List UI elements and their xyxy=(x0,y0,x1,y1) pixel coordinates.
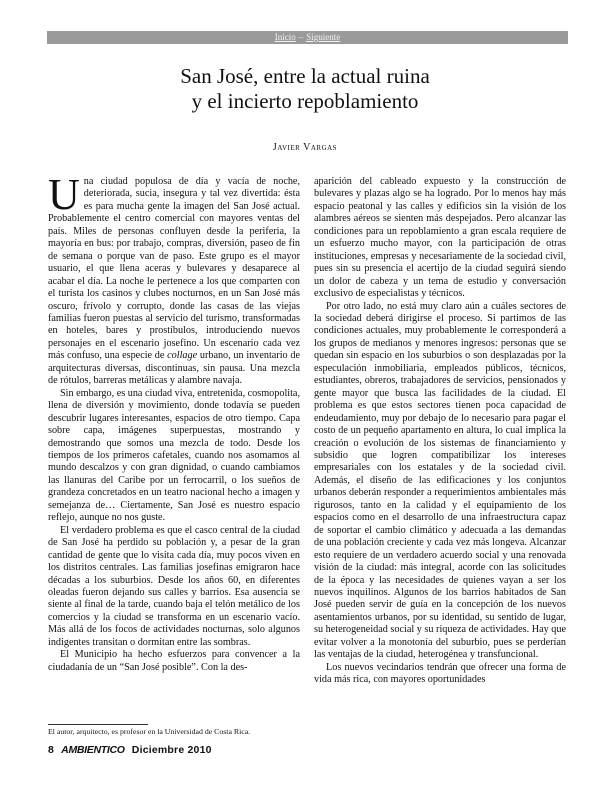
drop-cap: U xyxy=(48,170,80,219)
paragraph-1 xyxy=(48,170,300,388)
page-number: 8 xyxy=(48,744,55,756)
navigation-bar xyxy=(47,31,568,44)
title-line-1: San José, entre la actual ruina xyxy=(180,64,430,88)
collage-emphasis: collage xyxy=(167,350,198,362)
page-footer xyxy=(48,744,212,756)
next-link[interactable]: Siguiente xyxy=(306,32,341,42)
home-link[interactable]: Inicio xyxy=(274,32,296,42)
footnote-divider xyxy=(48,724,148,725)
paragraph-6: Por otro lado, no está muy claro aún a cuáles sectores de la sociedad deberá dirigirse el proceso. Si partimos de las condiciones actuales, muy probablemente le corresponderá a los grupos de medianos y menores ingresos: personas que se quedan sin espacio en los suburbios o son desplazadas por la especulación inmobiliaria, empleados públicos, técnicos, estudiantes, obreros, trabajadores de servicios, pensionados y gente mayor que busca las facilidades de la ciudad. El problema es que estos sectores tienen poca capacidad de endeudamiento, muy por debajo de lo necesario para pagar el costo de un pequeño apartamento en altura, lo cual implica la creación o evolución de los sistemas de financiamiento y subsidio que logren compatibilizar los intereses empresariales con los estatales y de la sociedad civil. Además, el diseño de las edificaciones y los conjuntos urbanos deberán responder a requerimientos ambientales más rigurosos, tanto en la calidad y el equipamiento de los espacios como en el desarrollo de una infraestructura capaz de soportar el cambio climático y adecuada a las demandas de una población creciente y cada vez más longeva. Alcanzar esto requiere de un verdadero acuerdo social y una renovada visión de la ciudad: más integral, acorde con las solicitudes de la época y las necesidades de quienes vayan a ser los nuevos inquilinos. Algunos de los barrios habitados de San José pueden servir de guía en la concepción de los nuevos asentamientos urbanos, por su identidad, su sentido de lugar, su heterogeneidad social y su riqueza de actividades. Hay que evitar volver a la monotonía del suburbio, pues se perderían las ventajas de la ciudad, heterogénea y transfuncional. xyxy=(314,300,566,661)
article-title xyxy=(60,64,550,114)
left-column xyxy=(48,170,301,674)
author-footnote: El autor, arquitecto, es profesor en la Universidad de Costa Rica. xyxy=(48,727,251,736)
nav-separator: – xyxy=(298,32,304,42)
paragraph-5: aparición del cableado expuesto y la construcción de bulevares y plazas algo se ha logrado. Por lo menos hay más espacio peatonal y las calles y edificios sin la visión de los alambres aéreos se sienten más despejados. Pero alcanzar las condiciones para un repoblamiento a gran escala requiere de un esfuerzo mucho mayor, con la participación de otras instituciones, empresas y necesariamente de la sociedad civil, pues sin su presencia el acertijo de la ciudad seguirá siendo un dolor de cabeza y un tema de estudio y conversación exclusivo de especialistas y técnicos. xyxy=(314,176,566,300)
paragraph-1-text: na ciudad populosa de día y vacía de noche, deteriorada, sucia, insegura y tal vez divertida: ésta es para mucha gente la imagen del San José actual. Probablemente el centro comercial con mayores ventas del país. Miles de personas confluyen desde la periferia, la mayoría en bus: por trabajo, compras, diversión, paseo de fin de semana o porque van de paso. Este grupo es el mayor usuario, el que llena aceras y bulevares y desaparece al acabar el día. La noche le pertenece a los que comparten con el turista los casinos y clubes nocturnos, en un San José más oscuro, frívolo y corrupto, donde las casas de las viejas familias fueron puestas al servicio del turismo, transformadas en hoteles, bares y prostíbulos, introduciendo nuevos personajes en el escenario josefino. Un escenario cada vez más confuso, una especie de collage urbano, un inventario de arquitecturas diversas, discontinuas, sin pausa. Una mezcla de rótulos, barreras metálicas y alambre navaja. xyxy=(48,176,300,387)
paragraph-3: El verdadero problema es que el casco central de la ciudad de San José ha perdido su población y, a pesar de la gran cantidad de gente que lo visita cada día, muy pocos viven en los distritos centrales. Las familias josefinas emigraron hace décadas a los suburbios. Desde los años 60, en diferentes oleadas fueron dejando sus calles y barrios. Esa ausencia se siente al final de la tarde, cuando baja el telón metálico de los comercios y la ciudad se transforma en un escenario vacío. Más allá de los focos de actividades nocturnas, solo algunos indigentes transitan o dormitan entre las sombras. xyxy=(48,524,300,648)
article-author: Javier Vargas xyxy=(272,142,338,153)
magazine-logo: AMBIENTICO xyxy=(61,744,125,756)
paragraph-4: El Municipio ha hecho esfuerzos para convencer a la ciudadanía de un “San José posible”. Con la des- xyxy=(48,649,300,673)
paragraph-7: Los nuevos vecindarios tendrán que ofrecer una forma de vida más rica, con mayores oportunidades xyxy=(314,661,566,686)
title-line-2: y el incierto repoblamiento xyxy=(191,89,419,113)
right-column xyxy=(314,176,566,687)
issue-date: Diciembre 2010 xyxy=(131,744,212,756)
paragraph-2: Sin embargo, es una ciudad viva, entretenida, cosmopolita, llena de diversión y movimiento, donde todavía se pueden descubrir lugares interesantes, espacios de otro tiempo. Capa sobre capa, imágenes superpuestas, mostrando y demostrando que somos una mezcla de todo. Desde los tiempos de los primeros cafetales, cuando nos asomamos al mundo descalzos y con gran dignidad, o cuando cambiamos las llanuras del Caribe por un ferrocarril, o los sueños de grandeza concretados en un teatro nacional hecho a imagen y semejanza de… Ciertamente, San José es nuestro espacio reflejo, aunque no nos guste. xyxy=(48,387,301,524)
